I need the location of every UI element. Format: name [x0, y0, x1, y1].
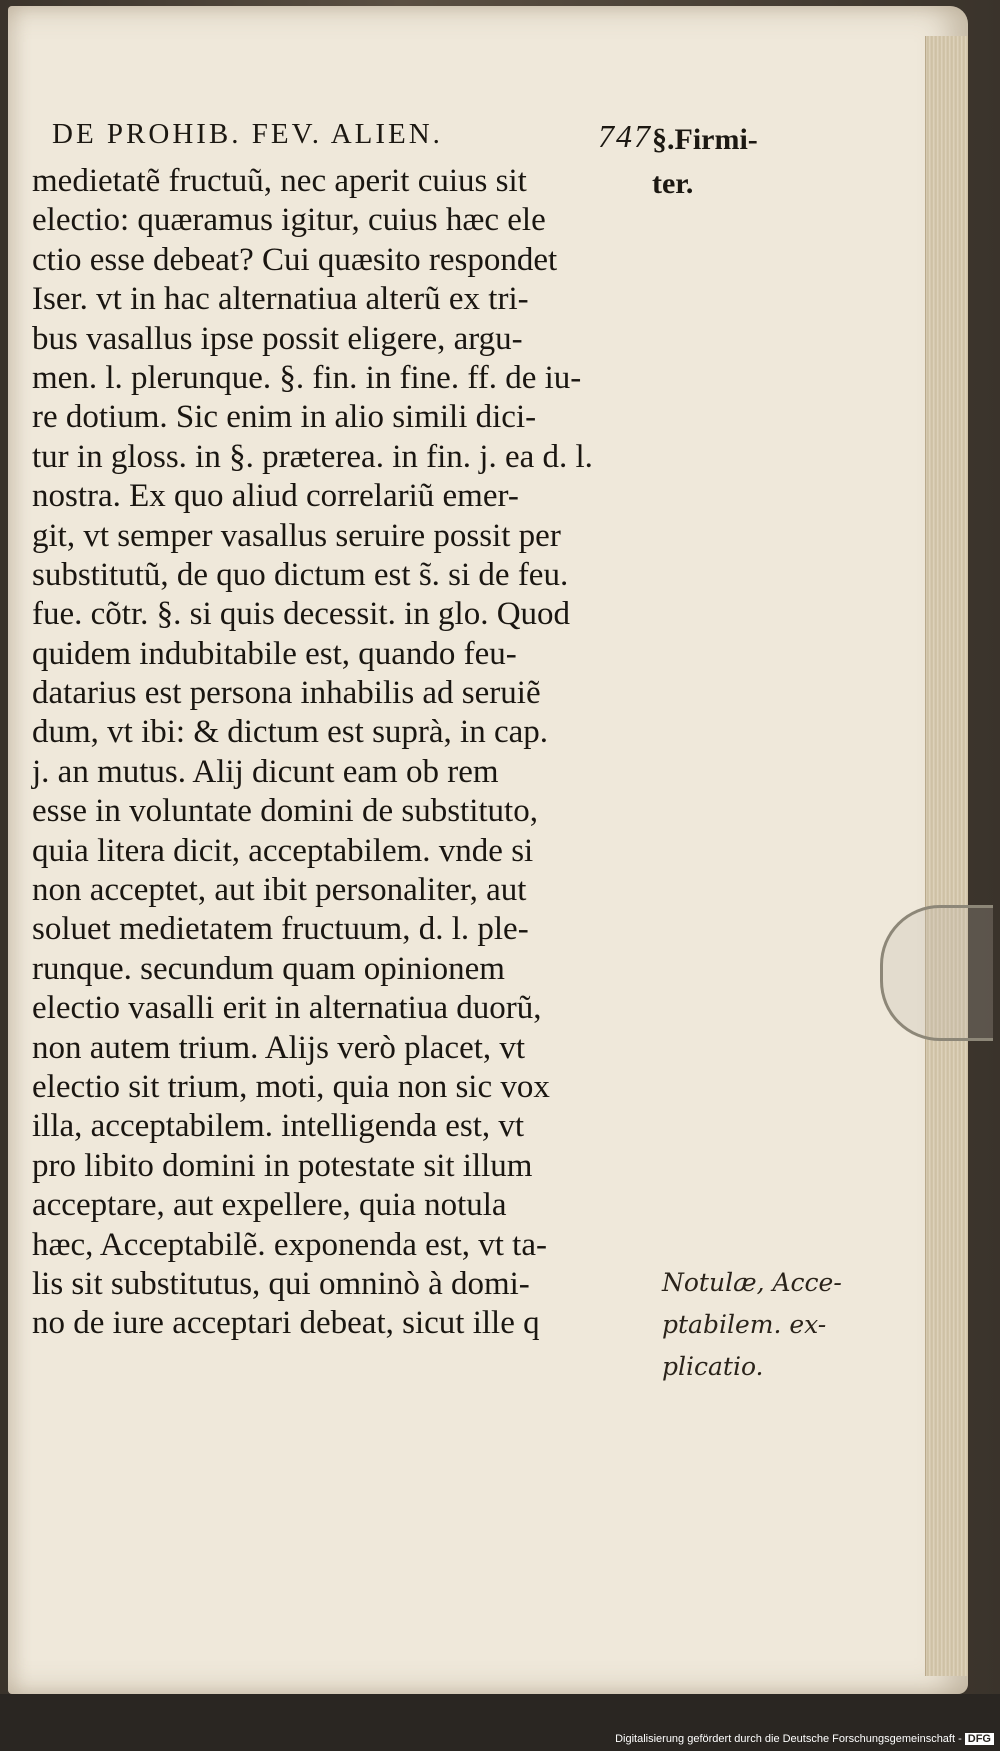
- body-text: [32, 162, 652, 1344]
- bookmark-ribbon: [880, 905, 993, 1041]
- text-line: hæc, Acceptabilẽ. exponenda est, vt ta-: [32, 1226, 547, 1263]
- margin-note-line: ter.: [652, 167, 694, 200]
- text-line: non acceptet, aut ibit personaliter, aut: [32, 872, 527, 909]
- text-line: illa, acceptabilem. intelligenda est, vt: [32, 1108, 525, 1145]
- text-line: lis sit substitutus, qui omninò à domi-: [32, 1265, 530, 1302]
- text-line: runque. secundum quam opinionem: [32, 950, 505, 987]
- margin-note-line: Notulæ, Acce-: [662, 1268, 842, 1297]
- running-title: DE PROHIB. FEV. ALIEN.: [52, 118, 443, 150]
- page-header: [52, 118, 652, 162]
- text-line: git, vt semper vasallus seruire possit per: [32, 517, 561, 554]
- text-line: datarius est persona inhabilis ad seruiẽ: [32, 675, 541, 712]
- text-line: electio sit trium, moti, quia non sic vox: [32, 1068, 550, 1105]
- digitization-credit: [615, 1733, 994, 1745]
- margin-note-top: [652, 118, 758, 206]
- text-line: re dotium. Sic enim in alio simili dici-: [32, 399, 537, 436]
- text-line: dum, vt ibi: & dictum est suprà, in cap.: [32, 714, 549, 751]
- text-line: soluet medietatem fructuum, d. l. ple-: [32, 911, 529, 948]
- text-line: tur in gloss. in §. præterea. in fin. j. ea d. l.: [32, 438, 593, 475]
- text-line: Iser. vt in hac alternatiua alterũ ex tri-: [32, 281, 529, 318]
- page-number: 747: [598, 118, 652, 154]
- text-line: no de iure acceptari debeat, sicut ille q: [32, 1305, 540, 1342]
- text-line: nostra. Ex quo aliud correlariũ emer-: [32, 478, 519, 515]
- text-line: quia litera dicit, acceptabilem. vnde si: [32, 832, 534, 869]
- text-line: pro libito domini in potestate sit illum: [32, 1147, 533, 1184]
- text-line: electio vasalli erit in alternatiua duorũ,: [32, 990, 542, 1027]
- text-line: esse in voluntate domini de substituto,: [32, 793, 538, 830]
- dfg-logo: DFG: [965, 1733, 994, 1745]
- credit-text: Digitalisierung gefördert durch die Deutsche Forschungsgemeinschaft -: [615, 1733, 962, 1745]
- text-line: j. an mutus. Alij dicunt eam ob rem: [32, 753, 499, 790]
- text-line: bus vasallus ipse possit eligere, argu-: [32, 320, 523, 357]
- margin-note-line: §.Firmi-: [652, 123, 758, 156]
- text-line: medietatẽ fructuũ, nec aperit cuius sit: [32, 163, 527, 199]
- margin-note-line: plicatio.: [662, 1352, 764, 1381]
- text-line: men. l. plerunque. §. fin. in fine. ff. de iu-: [32, 359, 582, 396]
- margin-note-line: ptabilem. ex-: [662, 1310, 827, 1339]
- text-line: electio: quæramus igitur, cuius hæc ele: [32, 202, 546, 239]
- handwritten-margin-note: [662, 1262, 842, 1388]
- text-line: acceptare, aut expellere, quia notula: [32, 1187, 507, 1224]
- text-line: substitutũ, de quo dictum est s̃. si de feu.: [32, 556, 569, 593]
- text-line: ctio esse debeat? Cui quæsito respondet: [32, 241, 558, 278]
- text-line: non autem trium. Alijs verò placet, vt: [32, 1029, 526, 1066]
- page-edges: [925, 36, 968, 1676]
- text-line: fue. cõtr. §. si quis decessit. in glo. Quod: [32, 596, 571, 633]
- text-line: quidem indubitabile est, quando feu-: [32, 635, 517, 672]
